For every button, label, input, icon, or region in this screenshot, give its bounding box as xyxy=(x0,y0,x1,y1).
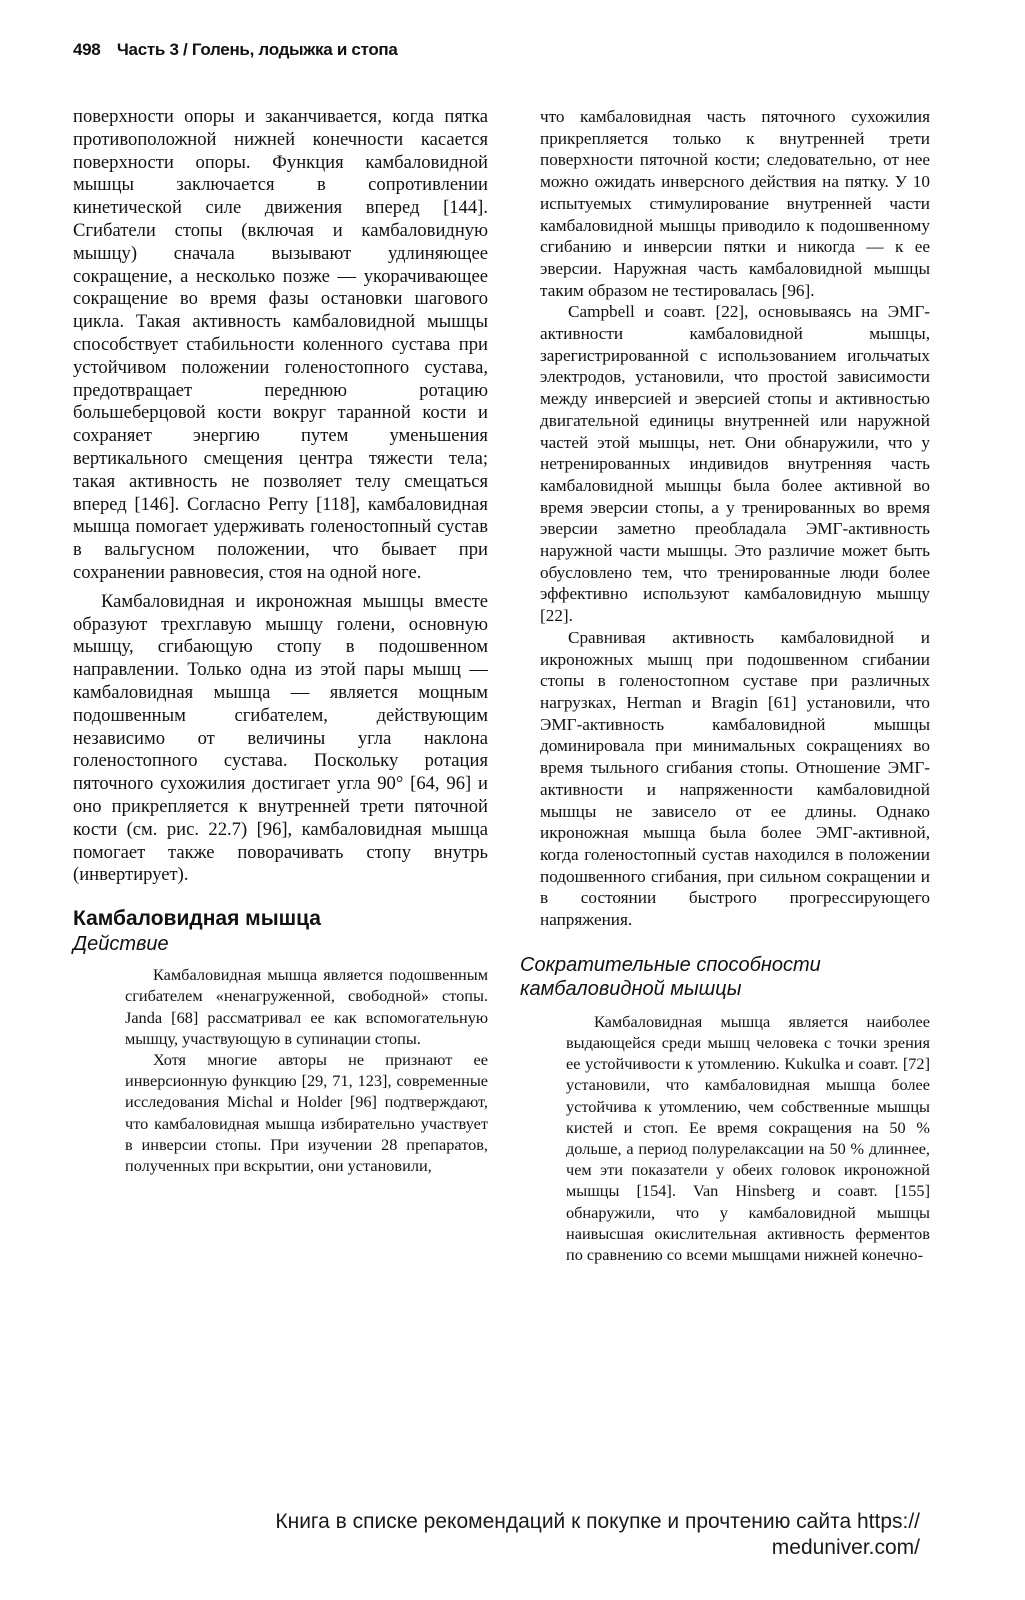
subsection-heading: Сократительные способности камбаловидной мышцы xyxy=(520,953,821,1000)
watermark-url[interactable]: meduniver.com/ xyxy=(771,1536,920,1559)
body-paragraph: Хотя многие авторы не признают ее инверсионную функцию [29, 71, 123], современные исследования Michal и Holder [96] подтверждают, что камбаловидная мышца избирательно участвует в инверсии стопы. При изучении 28 препаратов, полученных при вскрытии, они установили, xyxy=(125,1049,488,1175)
running-title: Часть 3 / Голень, лодыжка и стопа xyxy=(116,40,398,59)
watermark-notice xyxy=(150,1509,920,1561)
body-paragraph: Камбаловидная мышца является наиболее выдающейся среди мышц человека с точки зрения ее устойчивости к утомлению. Kukulka и соавт. [72] установили, что камбаловидная мышца более устойчива к утомлению, чем собственные мышцы кистей и стоп. Ее время сокращения на 50 % дольше, а период полурелаксации на 50 % длиннее, чем эти показатели у обеих головок икроножной мышцы [154]. Van Hinsberg и соавт. [155] обнаружили, что у камбаловидной мышцы наивысшая окислительная активность ферментов по сравнению со всеми мышцами нижней конечно- xyxy=(566,1011,930,1264)
running-header xyxy=(73,40,398,60)
body-paragraph: Камбаловидная мышца является подошвенным сгибателем «ненагруженной, свободной» стопы. Janda [68] рассматривал ее как вспомогательную мышцу, участвующую в супинации стопы. xyxy=(125,965,488,1048)
right-column xyxy=(520,106,930,1265)
body-paragraph: Сравнивая активность камбаловидной и икроножных мышц при подошвенном сгибании стопы в голеностопном суставе при различных нагрузках, Herman и Bragin [61] установили, что ЭМГ-активность камбаловидной мышцы доминировала при минимальных сокращениях во время тыльного сгибания стопы. Отношение ЭМГ-активности и напряженности камбаловидной мышцы не зависело от ее длины. Однако икроножная мышца была более ЭМГ-активной, когда голеностопный сустав находился в положении подошвенного сгибания, при сильном сокращении и в состоянии быстрого прогрессирующего напряжения. xyxy=(540,627,930,930)
left-column xyxy=(73,106,488,1176)
section-heading: Камбаловидная мышца xyxy=(73,907,321,931)
watermark-line: Книга в списке рекомендаций к покупке и прочтению сайта https:// xyxy=(275,1510,920,1533)
page-number: 498 xyxy=(73,40,101,59)
body-paragraph: Campbell и соавт. [22], основываясь на ЭМГ-активности камбаловидной мышцы, зарегистрированной с использованием игольчатых электродов, установили, что простой зависимости между инверсией и эверсией стопы и активностью двигательной единицы внутренней или наружной частей этой мышцы, нет. Они обнаружили, что у нетренированных индивидов внутренняя часть камбаловидной мышцы была более активной во время эверсии стопы, а у тренированных во время эверсии заметно преобладала ЭМГ-активность наружной части мышцы. Это различие может быть обусловлено тем, что тренированные люди более эффективно используют камбаловидную мышцу [22]. xyxy=(540,302,930,626)
body-paragraph: что камбаловидная часть пяточного сухожилия прикрепляется только к внутренней трети поверхности пяточной кости; следовательно, от нее можно ожидать инверсного действия на пятку. У 10 испытуемых стимулирование внутренней части камбаловидной мышцы приводило к подошвенному сгибанию и инверсии пятки и никогда — к ее эверсии. Наружная часть камбаловидной мышцы таким образом не тестировалась [96]. xyxy=(540,107,930,300)
body-paragraph: Камбаловидная и икроножная мышцы вместе образуют трехглавую мышцу голени, основную мышцу, сгибающую стопу в подошвенном направлении. Только одна из этой пары мышц — камбаловидная мышца — является мощным подошвенным сгибателем, действующим независимо от величины угла наклона голеностопного сустава. Поскольку ротация пяточного сухожилия достигает угла 90° [64, 96] и оно прикрепляется к внутренней трети пяточной кости (см. рис. 22.7) [96], камбаловидная мышца помогает также поворачивать стопу внутрь (инвертирует). xyxy=(73,590,488,886)
body-paragraph: поверхности опоры и заканчивается, когда пятка противоположной нижней конечности касается поверхности опоры. Функция камбаловидной мышцы заключается в сопротивлении кинетической силе движения вперед [144]. Сгибатели стопы (включая и камбаловидную мышцу) сначала вызывают удлиняющее сокращение, а несколько позже — укорачивающее сокращение во время фазы остановки шагового цикла. Такая активность камбаловидной мышцы способствует стабильности коленного сустава при устойчивом положении голеностопного сустава, предотвращает переднюю ротацию большеберцовой кости вокруг таранной кости и сохраняет энергию путем уменьшения вертикального смещения центра тяжести тела; такая активность не позволяет телу смещаться вперед [146]. Согласно Perry [118], камбаловидная мышца помогает удерживать голеностопный сустав в вальгусном положении, что бывает при сохранении равновесия, стоя на одной ноге. xyxy=(73,106,488,583)
subsection-heading: Действие xyxy=(73,933,169,956)
